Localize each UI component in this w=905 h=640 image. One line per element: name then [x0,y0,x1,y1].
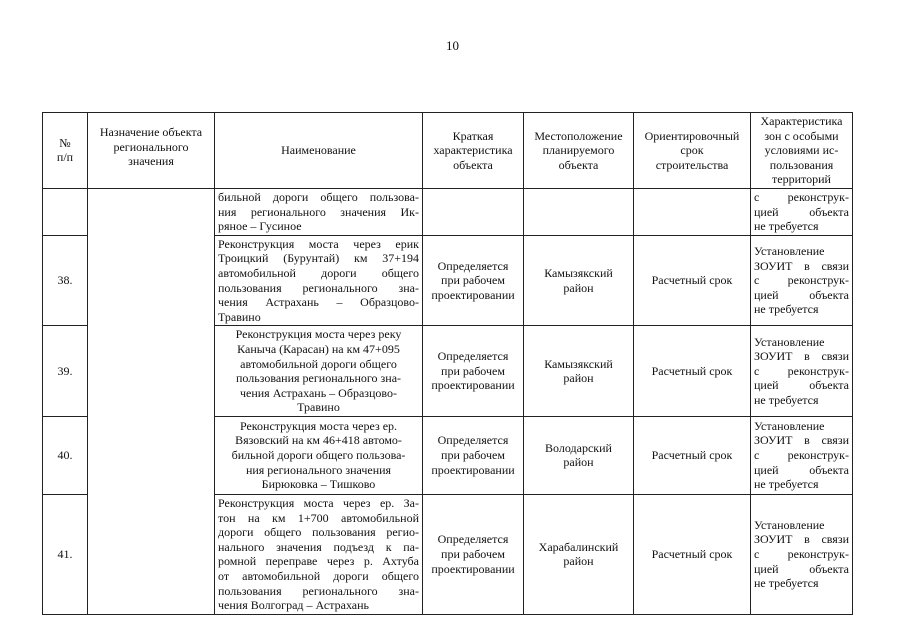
cell-zones: Установление ЗОУИТ в связи с реконструк- цией объекта не требуется [751,326,853,417]
cell-number: 40. [43,416,88,494]
cell-name: Реконструкция моста через реку Каныча (Карасан) на км 47+095 автомобильной дороги общего пользования регионального зна- чения Астрахань – Образцово- Травино [215,326,423,417]
cell-characteristic: Определяется при рабочем проектировании [423,494,524,614]
cell-characteristic: Определяется при рабочем проектировании [423,416,524,494]
header-term: Ориентировочный срок строительства [634,113,751,189]
cell-location: Камызякский район [524,235,634,326]
cell-location: Харабалинский район [524,494,634,614]
cell-location [524,188,634,235]
cell-zones: Установление ЗОУИТ в связи с реконструк- цией объекта не требуется [751,235,853,326]
cell-purpose-merged [88,188,215,614]
cell-name: Реконструкция моста через ер. За- тон на км 1+700 автомобильной дороги общего пользования регио- нального значения подъезд к па- ромной переправе через р. Ахтуба от автомобильной дороги общего пользования регионального зна- чения Волгоград – Астрахань [215,494,423,614]
header-number: № п/п [43,113,88,189]
cell-location: Володарский район [524,416,634,494]
cell-zones: Установление ЗОУИТ в связи с реконструк- цией объекта не требуется [751,494,853,614]
header-location: Местоположение планируемого объекта [524,113,634,189]
cell-name: Реконструкция моста через ерик Троицкий (Бурунтай) км 37+194 автомобильной дороги общего пользования регионального зна- чения Астрахань – Образцово- Травино [215,235,423,326]
cell-number: 38. [43,235,88,326]
cell-zones: с реконструк- цией объекта не требуется [751,188,853,235]
cell-term [634,188,751,235]
regional-objects-table [42,112,853,615]
cell-number: 39. [43,326,88,417]
cell-term: Расчетный срок [634,326,751,417]
header-characteristic: Краткая характеристика объекта [423,113,524,189]
table-header-row [43,113,853,189]
cell-name: бильной дороги общего пользова- ния регионального значения Ик- ряное – Гусиное [215,188,423,235]
cell-name: Реконструкция моста через ер. Вязовский на км 46+418 автомо- бильной дороги общего пользова- ния регионального значения Бирюковка – Тишково [215,416,423,494]
cell-characteristic: Определяется при рабочем проектировании [423,326,524,417]
table-row-continuation [43,188,853,235]
cell-zones: Установление ЗОУИТ в связи с реконструк- цией объекта не требуется [751,416,853,494]
header-name: Наименование [215,113,423,189]
header-purpose: Назначение объекта регионального значения [88,113,215,189]
cell-term: Расчетный срок [634,416,751,494]
cell-location: Камызякский район [524,326,634,417]
cell-number [43,188,88,235]
page-number: 10 [446,38,459,53]
header-zones: Характеристика зон с особыми условиями ис- пользования территорий [751,113,853,189]
cell-number: 41. [43,494,88,614]
cell-term: Расчетный срок [634,494,751,614]
cell-term: Расчетный срок [634,235,751,326]
cell-characteristic [423,188,524,235]
cell-characteristic: Определяется при рабочем проектировании [423,235,524,326]
